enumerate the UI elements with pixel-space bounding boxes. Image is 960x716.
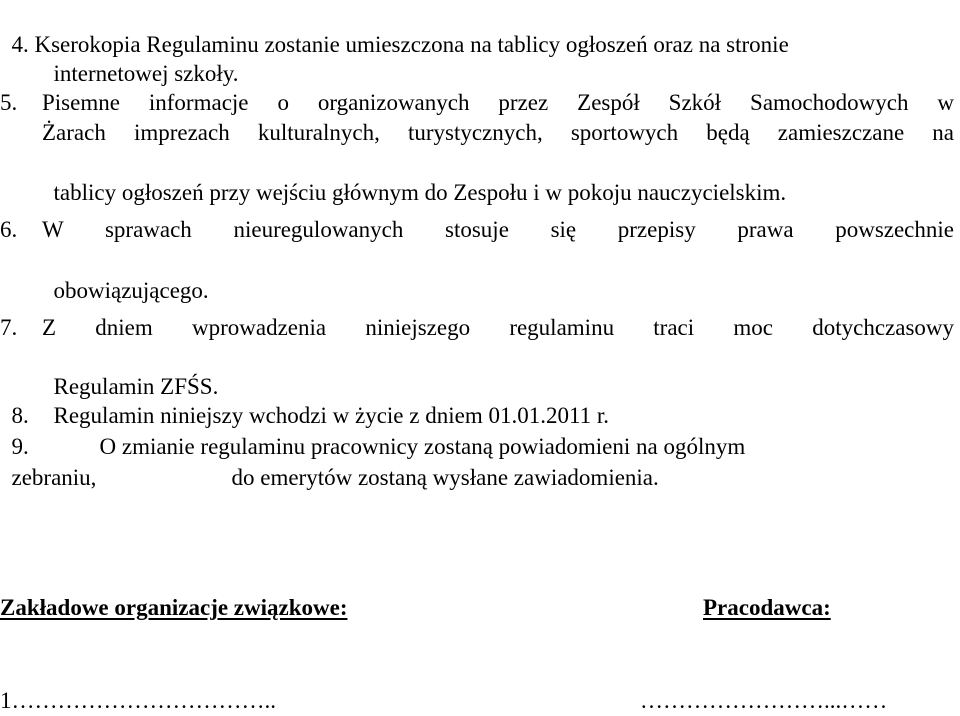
item-9-text-1: O zmianie regulaminu pracownicy zostaną powiadomieni na ogólnym <box>99 434 746 459</box>
item-6-line-1 <box>0 215 954 245</box>
signature-left-line: 1…………………………….. <box>0 688 276 713</box>
signature-right-line: ……………………...…… <box>640 688 888 713</box>
item-5-text-3: tablicy ogłoszeń przy wejściu głównym do Zespołu i w pokoju nauczycielskim. <box>53 180 787 205</box>
item-4-text-1: Kserokopia Regulaminu zostanie umieszczona na tablicy ogłoszeń oraz na stronie <box>34 32 789 57</box>
item-9-line-2 <box>0 433 659 490</box>
item-4-line-1 <box>0 0 958 57</box>
item-6-line-2 <box>42 246 209 303</box>
item-7-text-1: Z dniem wprowadzenia niniejszego regulaminu traci moc dotychczasowy <box>42 315 954 340</box>
item-6-text-2: obowiązującego. <box>53 278 209 303</box>
item-8-line-1 <box>0 371 609 428</box>
item-5-text-2: Żarach imprezach kulturalnych, turystycznych, sportowych będą zamieszczane na <box>42 120 954 145</box>
item-7-line-1 <box>0 313 954 343</box>
item-7-number: 7. <box>0 315 18 340</box>
item-9-text-2a: zebraniu, <box>11 465 97 490</box>
item-5-line-2 <box>42 118 954 148</box>
item-5-line-1 <box>0 88 954 118</box>
item-4-number: 4. <box>11 32 29 57</box>
item-8-number: 8. <box>11 403 29 428</box>
item-8-text-1: Regulamin niniejszy wchodzi w życie z dniem 01.01.2011 r. <box>53 403 609 428</box>
item-4-line-2 <box>42 29 239 86</box>
item-9-text-2b: do emerytów zostaną wysłane zawiadomienia. <box>231 465 659 490</box>
item-5-number: 5. <box>0 90 18 115</box>
item-7-line-2 <box>42 342 219 399</box>
item-6-number: 6. <box>0 217 18 242</box>
item-6-text-1: W sprawach nieuregulowanych stosuje się przepisy prawa powszechnie <box>42 217 954 242</box>
item-9-number: 9. <box>11 434 29 459</box>
item-5-text-1: Pisemne informacje o organizowanych przez Zespół Szkół Samochodowych w <box>42 90 954 115</box>
item-9-line-1 <box>0 402 746 459</box>
signature-left-title: Zakładowe organizacje związkowe: <box>0 595 348 620</box>
signature-right-title: Pracodawca: <box>703 595 831 620</box>
item-4-text-2: internetowej szkoły. <box>53 61 239 86</box>
item-5-line-3 <box>42 148 787 205</box>
item-7-text-2: Regulamin ZFŚS. <box>53 374 219 399</box>
